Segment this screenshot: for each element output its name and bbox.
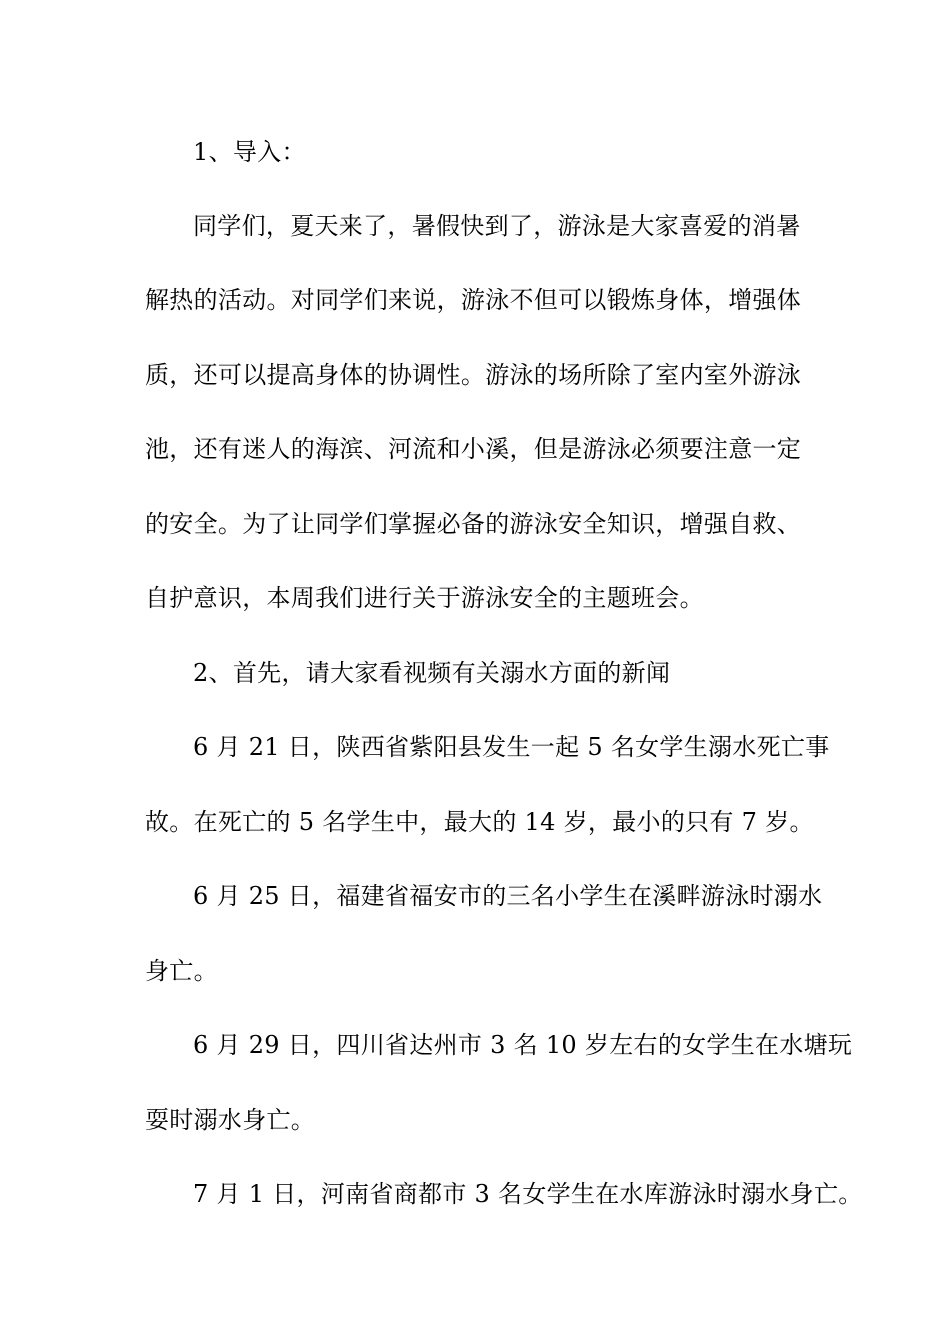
- paragraph-line: 解热的活动。对同学们来说，游泳不但可以锻炼身体，增强体: [145, 286, 802, 314]
- paragraph-line: 自护意识，本周我们进行关于游泳安全的主题班会。: [145, 584, 704, 612]
- section-heading-news: 2、首先，请大家看视频有关溺水方面的新闻: [193, 659, 671, 687]
- paragraph-line: 故。在死亡的 5 名学生中，最大的 14 岁，最小的只有 7 岁。: [145, 808, 814, 836]
- paragraph-line: 6 月 25 日，福建省福安市的三名小学生在溪畔游泳时溺水: [193, 882, 823, 910]
- paragraph-line: 耍时溺水身亡。: [145, 1106, 316, 1134]
- paragraph-line: 身亡。: [145, 957, 218, 985]
- section-heading-intro: 1、导入：: [193, 138, 306, 166]
- paragraph-line: 质，还可以提高身体的协调性。游泳的场所除了室内室外游泳: [145, 361, 802, 389]
- paragraph-line: 的安全。为了让同学们掌握必备的游泳安全知识，增强自救、: [145, 510, 802, 538]
- paragraph-line: 同学们，夏天来了，暑假快到了，游泳是大家喜爱的消暑: [193, 212, 801, 240]
- paragraph-line: 6 月 21 日，陕西省紫阳县发生一起 5 名女学生溺水死亡事: [193, 733, 830, 761]
- paragraph-line: 6 月 29 日，四川省达州市 3 名 10 岁左右的女学生在水塘玩: [193, 1031, 853, 1059]
- paragraph-line: 池，还有迷人的海滨、河流和小溪，但是游泳必须要注意一定: [145, 435, 802, 463]
- paragraph-line: 7 月 1 日，河南省商都市 3 名女学生在水库游泳时溺水身亡。: [193, 1180, 863, 1208]
